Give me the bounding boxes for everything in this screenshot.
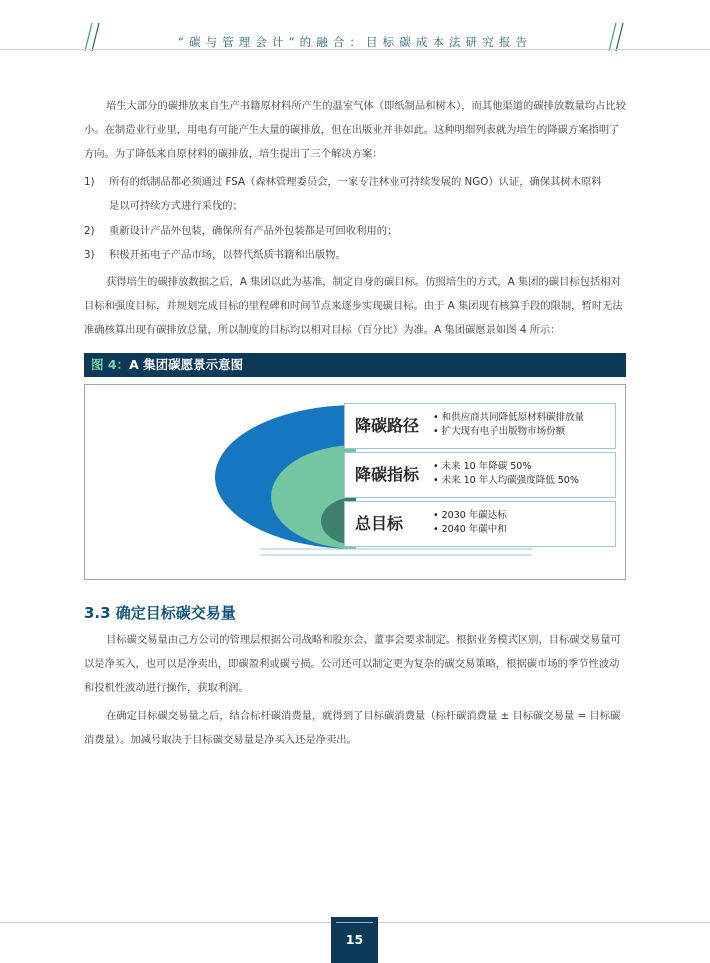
list-text: 所有的纸制品都必须通过 FSA（森林管理委员会，一家专注林业可持续发展的 NGO）认证，确保其树木原料 是以可持续方式进行采伐的； — [109, 176, 602, 212]
paragraph-section-2: 在确定目标碳交易量之后，结合标杆碳消费量，就得到了目标碳消费量（标杆碳消费量 ± 目标碳交易量 = 目标碳消费量）。加减号取决于目标碳交易量是净买入还是净卖出。 — [84, 710, 621, 746]
row-bullets — [433, 460, 579, 488]
bullet-item: • 和供应商共同降低原材料碳排放量 — [433, 411, 584, 425]
paragraph-intro: 培生大部分的碳排放来自生产书籍原材料所产生的温室气体（即纸制品和树木），而其他渠道的碳排放数量均占比较小。在制造业行业里，用电有可能产生大量的碳排放，但在出版业并非如此。这种明细列表就为培生的降碳方案指明了方向。为了降低来自原材料的碳排放，培生提出了三个解决方案： — [84, 100, 626, 160]
vision-row — [344, 403, 616, 449]
section-heading: 3.3 确定目标碳交易量 — [84, 604, 236, 622]
figure-title: A 集团碳愿景示意图 — [129, 357, 244, 372]
row-bullets — [433, 411, 584, 439]
figure-caption-bar — [84, 353, 626, 377]
paragraph-group-goals: 获得培生的碳排放数据之后，A 集团以此为基准，制定自身的碳目标。仿照培生的方式，A 集团的碳目标包括相对目标和强度目标，并规划完成目标的里程碑和时间节点来逐步实现碳目标。由于 A 集团现有核算手段的限制，暂时无法准确核算出现有碳排放总量，所以制度的目标均以相对目标（百分比）为准。A 集团碳愿景如图 4 所示： — [84, 276, 623, 336]
row-bullets — [433, 509, 507, 537]
list-number: 2) — [84, 225, 95, 237]
row-label: 总目标 — [355, 514, 404, 533]
bullet-item: • 2030 年碳达标 — [433, 509, 507, 523]
figure-carbon-vision — [84, 384, 626, 580]
list-text: 重新设计产品外包装，确保所有产品外包装都是可回收利用的； — [109, 225, 398, 237]
bullet-item: • 扩大现有电子出版物市场份额 — [433, 425, 584, 439]
page-tab-line — [336, 922, 373, 923]
list-text: 积极开拓电子产品市场，以替代纸质书籍和出版物。 — [109, 249, 346, 261]
page-header — [0, 0, 710, 50]
paragraph-section-1: 目标碳交易量由己方公司的管理层根据公司战略和股东会、董事会要求制定。根据业务模式区别，目标碳交易量可以是净买入，也可以是净卖出，即碳盈利或碳亏损。公司还可以制定更为复杂的碳交易策略，根据碳市场的季节性波动和投机性波动进行操作，获取利润。 — [84, 634, 621, 694]
page-number-tab — [331, 917, 378, 963]
header-divider — [0, 49, 710, 50]
row-label: 降碳路径 — [355, 416, 420, 435]
bullet-item: • 未来 10 年人均碳强度降低 50% — [433, 474, 579, 488]
vision-row — [344, 452, 616, 498]
vision-row — [344, 501, 616, 547]
header-title: “碳与管理会计”的融合：目标碳成本法研究报告 — [177, 35, 533, 49]
list-number: 1) — [84, 176, 95, 188]
list-item — [84, 170, 629, 218]
bullet-item: • 未来 10 年降碳 50% — [433, 460, 579, 474]
row-label: 降碳指标 — [355, 465, 420, 484]
figure-label: 图 4： — [91, 357, 130, 372]
page-number: 15 — [345, 932, 364, 947]
bullet-item: • 2040 年碳中和 — [433, 523, 507, 537]
list-number: 3) — [84, 249, 95, 261]
header-slash-right-icon — [608, 22, 626, 52]
header-slash-left-icon — [84, 22, 102, 52]
